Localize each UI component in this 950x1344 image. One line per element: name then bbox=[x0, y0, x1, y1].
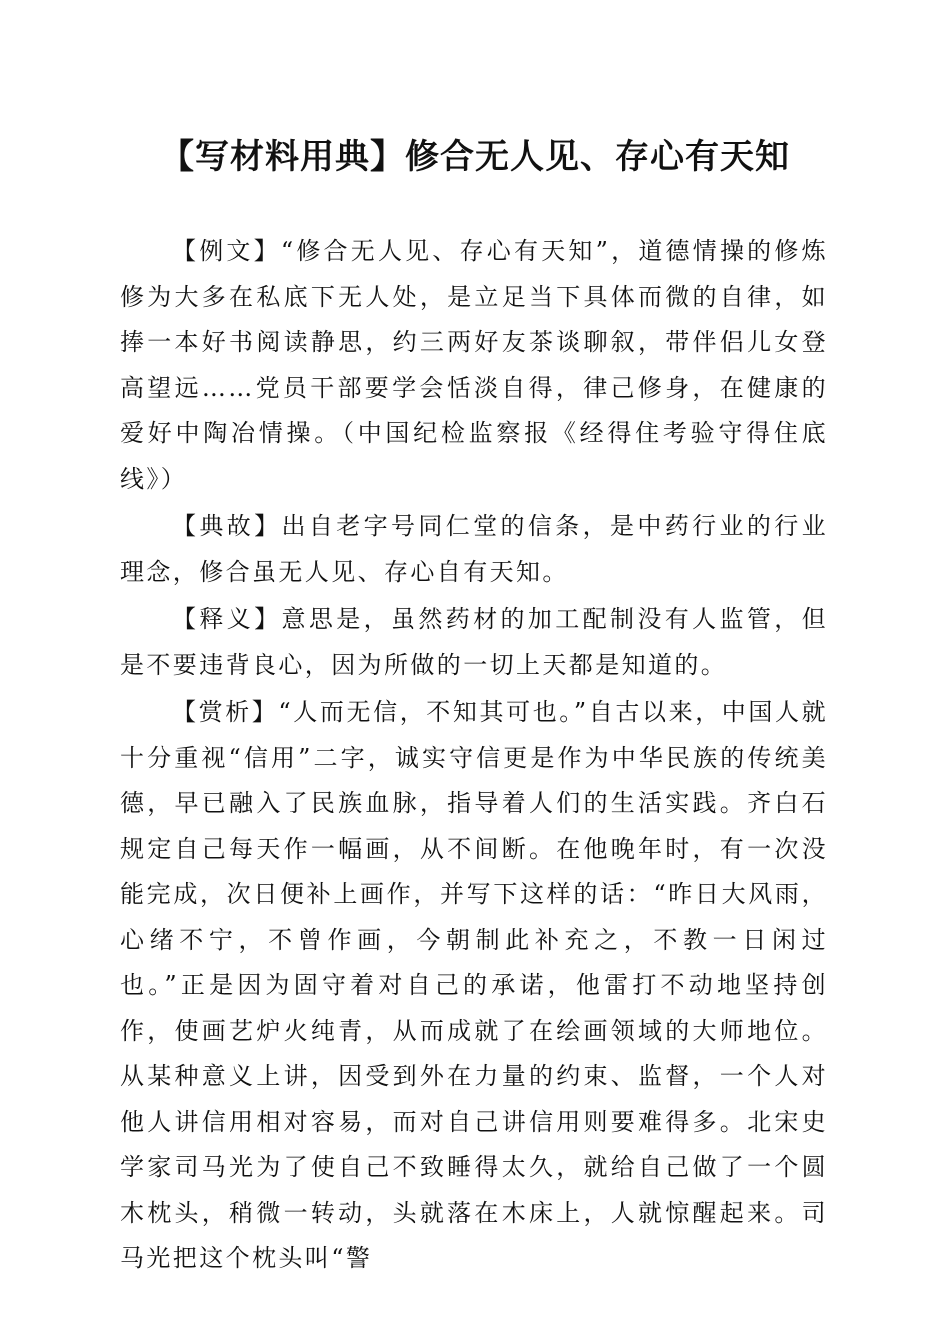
paragraph-text: “修合无人见、存心有天知”，道德情操的修炼修为大多在私底下无人处，是立足当下具体而微的自律，如捧一本好书阅读静思，约三两好友茶谈聊叙，带伴侣儿女登高望远……党员干部要学会恬淡自得，律己修身，在健康的爱好中陶冶情操。（中国纪检监察报《经得住考验守得住底线》） bbox=[120, 237, 828, 493]
paragraph-label: 【赏析】 bbox=[172, 698, 279, 726]
document-title: 【写材料用典】修合无人见、存心有天知 bbox=[160, 137, 790, 177]
paragraph-label: 【典故】 bbox=[172, 512, 282, 540]
paragraph-appreciation bbox=[120, 690, 828, 1282]
document-body bbox=[120, 229, 828, 1284]
paragraph-text: 意思是，虽然药材的加工配制没有人监管，但是不要违背良心，因为所做的一切上天都是知道的。 bbox=[120, 605, 828, 679]
paragraph-text: “人而无信，不知其可也。”自古以来，中国人就十分重视“信用”二字，诚实守信更是作为中华民族的传统美德，早已融入了民族血脉，指导着人们的生活实践。齐白石规定自己每天作一幅画，从不间断。在他晚年时，有一次没能完成，次日便补上画作，并写下这样的话：“昨日大风雨，心绪不宁，不曾作画，今朝制此补充之，不教一日闲过也。”正是因为固守着对自己的承诺，他雷打不动地坚持创作，使画艺炉火纯青，从而成就了在绘画领域的大师地位。从某种意义上讲，因受到外在力量的约束、监督，一个人对他人讲信用相对容易，而对自己讲信用则要难得多。北宋史学家司马光为了使自己不致睡得太久，就给自己做了一个圆木枕头，稍微一转动，头就落在木床上，人就惊醒起来。司马光把这个枕头叫“警 bbox=[120, 698, 828, 1272]
paragraph-meaning bbox=[120, 597, 828, 688]
paragraph-example bbox=[120, 229, 828, 502]
paragraph-label: 【释义】 bbox=[172, 605, 282, 633]
paragraph-text: 出自老字号同仁堂的信条，是中药行业的行业理念，修合虽无人见、存心自有天知。 bbox=[120, 512, 828, 586]
paragraph-allusion bbox=[120, 504, 828, 595]
paragraph-label: 【例文】 bbox=[172, 237, 281, 265]
